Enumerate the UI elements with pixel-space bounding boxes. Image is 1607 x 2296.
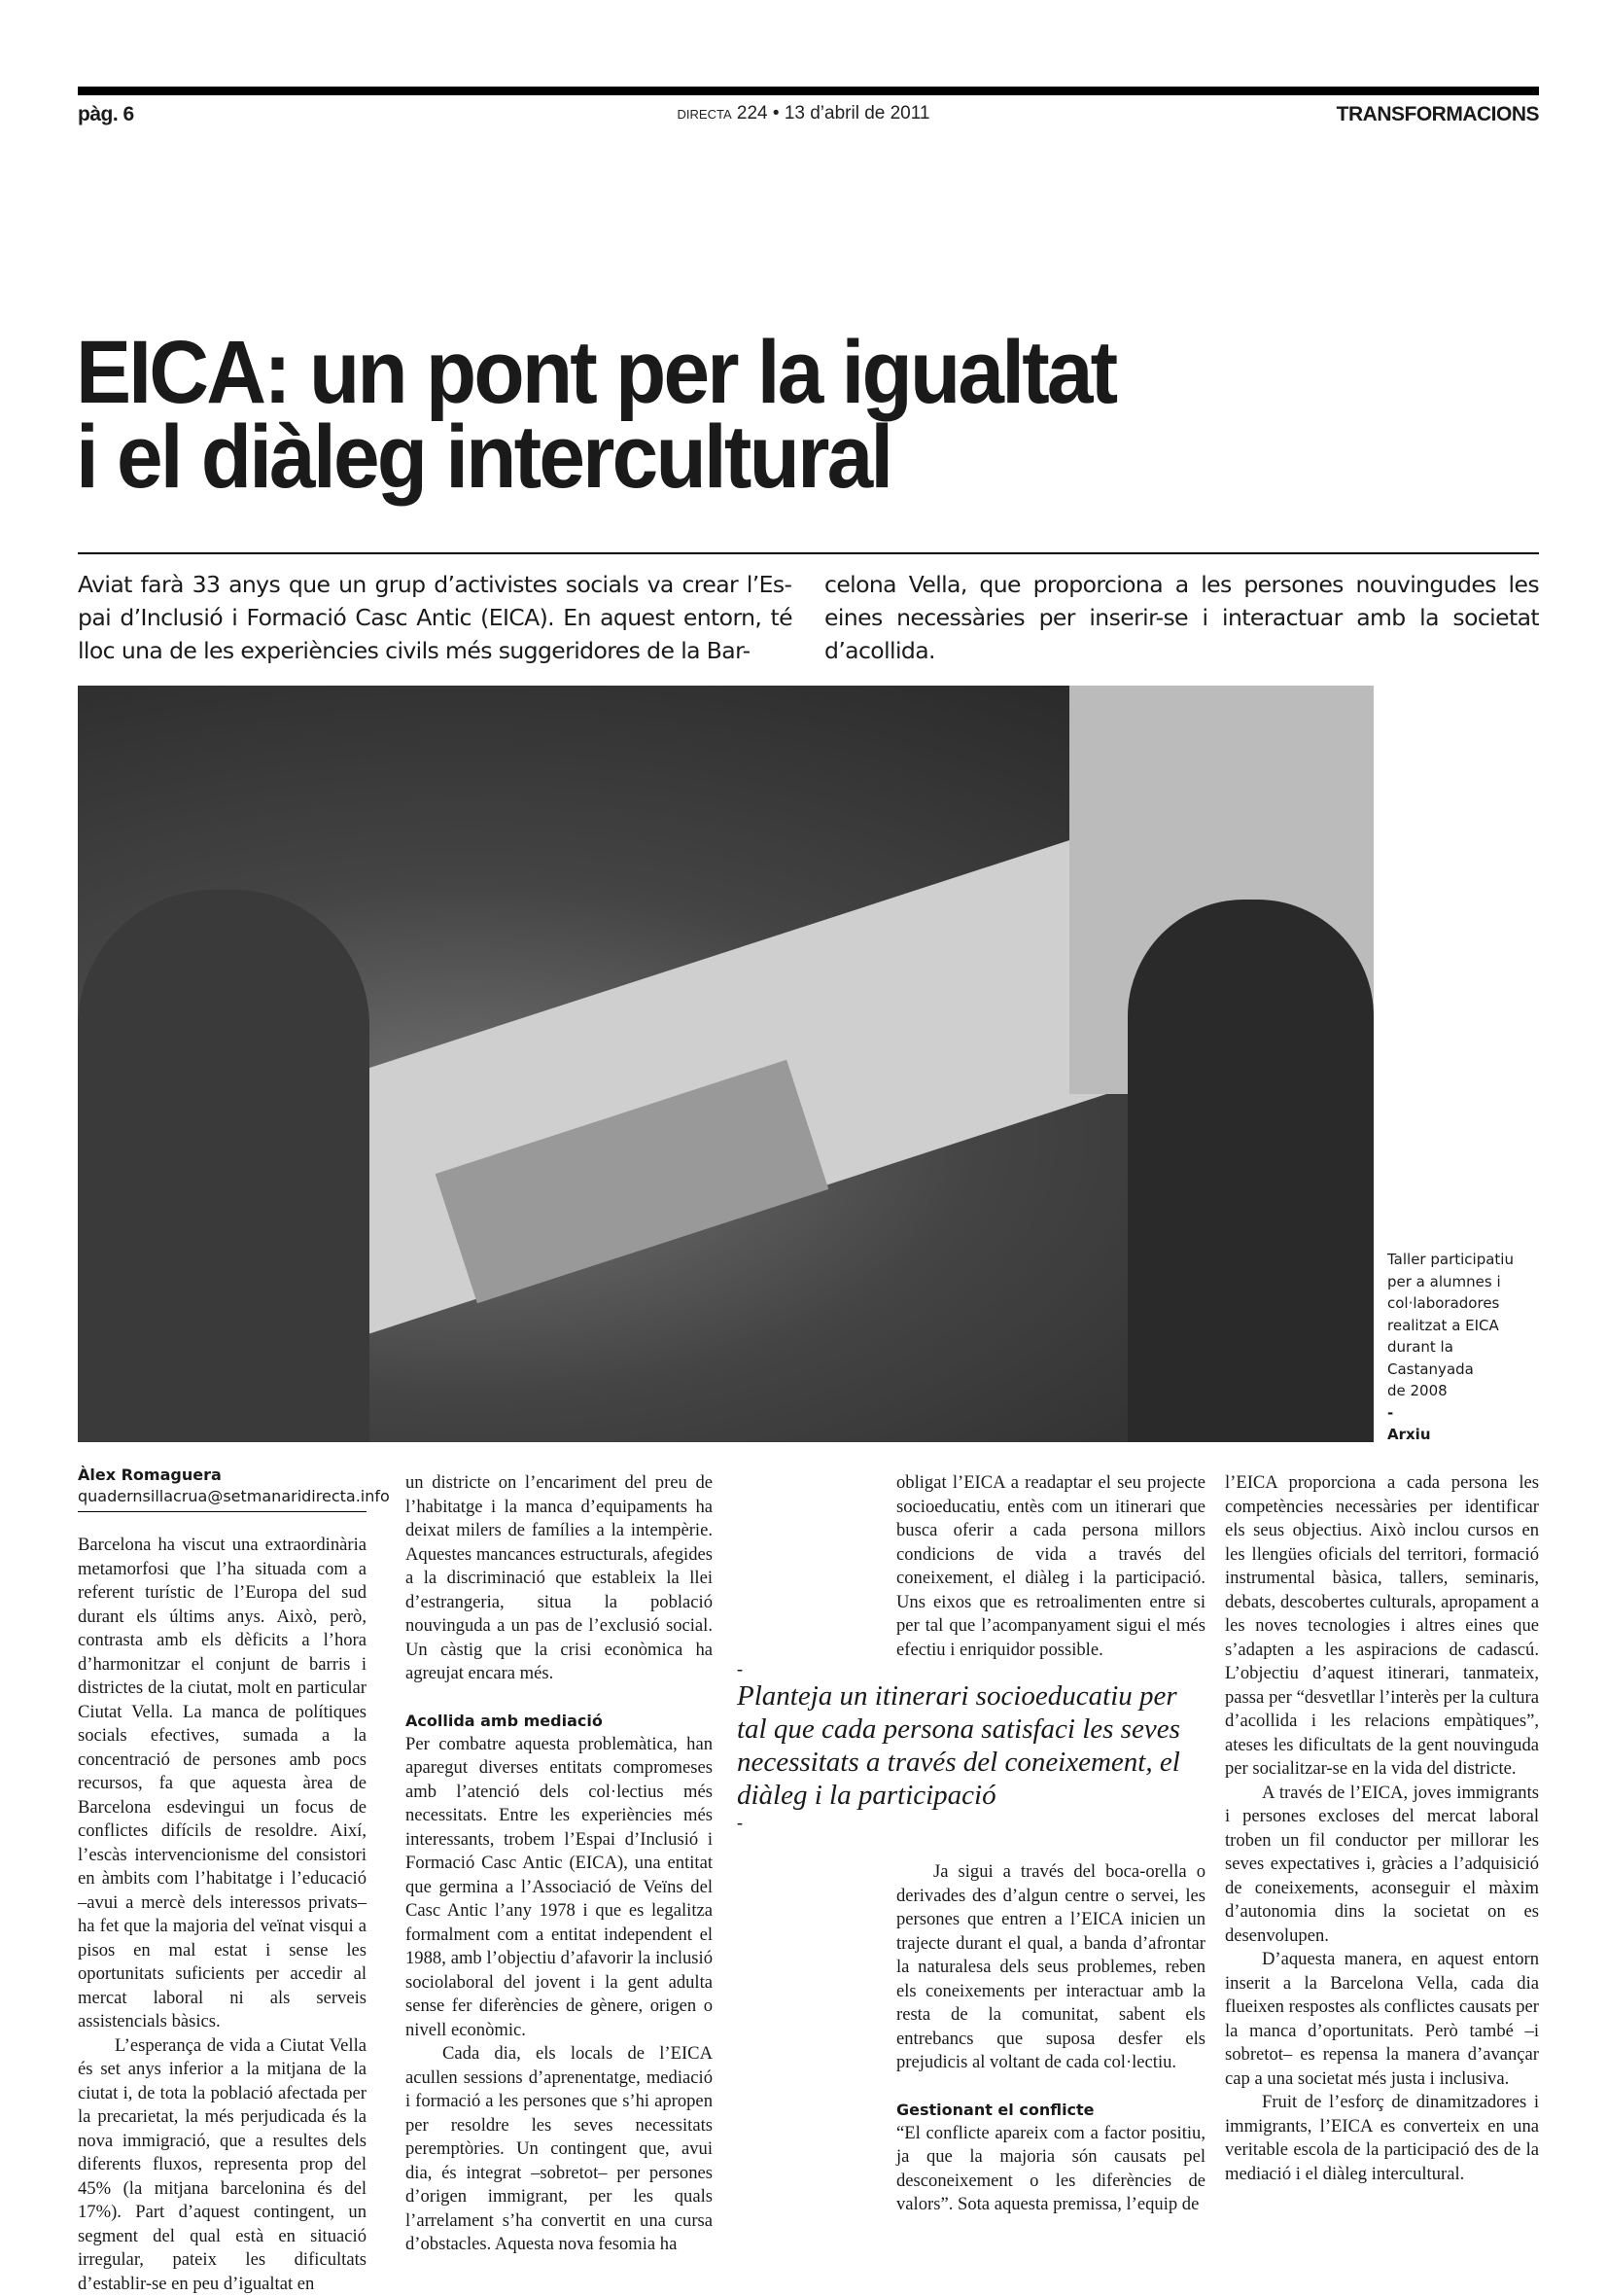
pull-quote-text: Planteja un itinerari socioeducatiu per tal que cada persona satisfaci les seves necessitats a través del coneixement, el diàleg i la participació [737, 1679, 1204, 1812]
caption-line: col·laboradores [1387, 1292, 1548, 1315]
headline-rule [78, 552, 1539, 554]
section-name: TRANSFORMACIONS [1337, 103, 1539, 126]
column-4 [1225, 1471, 1539, 2186]
page-number: pàg. 6 [78, 103, 134, 126]
publication-name: DIRECTA [678, 107, 732, 122]
paragraph: Barcelona ha viscut una extraordinària metamorfosi que l’ha situada com a referent turístic de l’Europa del sud durant els últims anys. Això, però, contrasta amb els dèficits a l’hora d’harmonitzar el conjunt de barris i districtes de la ciutat, molt en particular Ciutat Vella. La manca de polítiques socials efectives, sumada a la concentració de persones amb pocs recursos, fa que aquesta àrea de Barcelona esdevingui un focus de conflictes difícils de resoldre. Així, l’escàs intervencionisme del consistori en àmbits com l’habitatge i l’educació –avui a mercè dels interessos privats– ha fet que la majoria del veïnat visqui a pisos en mal estat i sense les oportunitats suficients per accedir al mercat laboral ni als serveis assistencials bàsics. [78, 1534, 367, 2034]
article-photo [78, 686, 1374, 1442]
paragraph: un districte on l’encariment del preu de l’habitatge i la manca d’equipaments ha deixat milers de famílies a la intempèrie. Aquestes mancances estructurals, afegides a la discriminació que estableix la llei d’estrangeria, situa la població nouvinguda a un pas de l’exclusió social. Un càstig que la crisi econòmica ha agreujat encara més. [405, 1471, 713, 1686]
issue-date: 224 • 13 d’abril de 2011 [737, 103, 930, 124]
caption-line: Castanyada [1387, 1359, 1548, 1381]
paragraph: Per combatre aquesta problemàtica, han aparegut diverses entitats compromeses amb l’atenció dels col·lectius més necessitats. Entre les experiències més interessants, trobem l’Espai d’Inclusió i Formació Casc Antic (EICA), una entitat que germina a l’Associació de Veïns del Casc Antic l’any 1978 i que es legalitza formalment com a entitat independent el 1988, amb l’objectiu d’afavorir la inclusió sociolaboral del jovent i la gent adulta sense fer diferències de gènere, origen o nivell econòmic. [405, 1733, 713, 2043]
paragraph: D’aquesta manera, en aquest entorn inserit a la Barcelona Vella, cada dia flueixen respostes als conflictes causats per la manca d’oportunitats. Però també –i sobretot– es repensa la manera d’avançar cap a una societat més justa i inclusiva. [1225, 1948, 1539, 2091]
photo-credit: Arxiu [1387, 1424, 1548, 1446]
subheading: Acollida amb mediació [405, 1710, 713, 1733]
column-3-top [896, 1471, 1205, 1662]
paragraph: Ja sigui a través del boca-orella o derivades des d’algun centre o servei, les persones que entren a l’EICA inicien un trajecte durant el qual, a banda d’afrontar la naturalesa dels seus problemes, reben els coneixements per interactuar amb la resta de la comunitat, sabent els entrebancs que suposa desfer els prejudicis al voltant de cada col·lectiu. [896, 1860, 1205, 2075]
headline [76, 331, 1432, 500]
subheading: Gestionant el conflicte [896, 2099, 1205, 2122]
paragraph: obligat l’EICA a readaptar el seu projecte socioeducatiu, entès com un itinerari que busca oferir a cada persona millors condicions de vida a través del coneixement, el diàleg i la participació. Uns eixos que es retroalimenten entre si per tal que l’acompanyament sigui el més efectiu i enriquidor possible. [896, 1471, 1205, 1662]
photo-person [1128, 900, 1374, 1442]
author-name: Àlex Romaguera [78, 1465, 367, 1486]
photo-person [78, 890, 369, 1442]
paragraph: Fruit de l’esforç de dinamitzadores i immigrants, l’EICA es converteix en una veritable escola de la participació des de la mediació i el diàleg intercultural. [1225, 2091, 1539, 2186]
caption-line: realitzat a EICA [1387, 1315, 1548, 1337]
caption-line: durant la [1387, 1336, 1548, 1359]
column-1 [78, 1465, 367, 2296]
deck-right: celona Vella, que proporciona a les persones nouvingudes les eines necessàries per inserir-se i interactuar amb la societat d’acollida. [824, 568, 1539, 667]
column-3-bottom [896, 1860, 1205, 2217]
caption-separator: - [1387, 1402, 1548, 1425]
byline [78, 1465, 367, 1512]
paragraph: “El conflicte apareix com a factor positiu, ja que la majoria són causats pel desconeixement o les diferències de valors”. Sota aquesta premissa, l’equip de [896, 2122, 1205, 2217]
caption-line: per a alumnes i [1387, 1271, 1548, 1293]
column-2 [405, 1471, 713, 2257]
deck-left: Aviat farà 33 anys que un grup d’activistes socials va crear l’Espai d’Inclusió i Formació Casc Antic (EICA). En aquest entorn, té lloc una de les experiències civils més suggeridores de la Bar- [78, 568, 792, 667]
caption-line: de 2008 [1387, 1380, 1548, 1402]
paragraph: L’esperança de vida a Ciutat Vella és set anys inferior a la mitjana de la ciutat i, de tota la població afectada per la precarietat, la més perjudicada és la nova immigració, que a resultes dels diferents fluxos, representa prop del 45% (la mitjana barcelonina és del 17%). Part d’aquest contingent, un segment del qual està en situació irregular, pateix les dificultats d’establir-se en peu d’igualtat en [78, 2034, 367, 2296]
pull-quote-dash: - [737, 1812, 1204, 1833]
headline-line-1: EICA: un pont per la igualtat [76, 323, 1115, 422]
author-email[interactable]: quadernsillacrua@setmanaridirecta.info [78, 1487, 390, 1505]
paragraph: Cada dia, els locals de l’EICA acullen sessions d’aprenentatge, mediació i formació a les persones que s’hi apropen per resoldre les seves necessitats peremptòries. Un contingent que, avui dia, és integrat –sobretot– per persones d’origen immigrant, per les quals l’arrelament s’ha convertit en una cursa d’obstacles. Aquesta nova fesomia ha [405, 2042, 713, 2257]
pull-quote-dash: - [737, 1658, 1204, 1679]
photo-caption [1387, 1249, 1548, 1446]
pull-quote [737, 1658, 1204, 1833]
headline-line-2: i el diàleg intercultural [76, 407, 891, 507]
caption-line: Taller participatiu [1387, 1249, 1548, 1271]
top-rule [78, 87, 1539, 95]
paragraph: l’EICA proporciona a cada persona les competències necessàries per identificar els seus objectius. Això inclou cursos en les llengües oficials del territori, formació instrumental bàsica, tallers, seminaris, debats, descobertes culturals, apropament a les noves tecnologies i altres eines que s’adapten a les aspiracions de cadascú. L’objectiu d’aquest itinerari, tanmateix, passa per “desvetllar l’interès per la cultura d’acollida i les relacions empàtiques”, ateses les dificultats de la gent nouvinguda per socialitzar-se en la vida del districte. [1225, 1471, 1539, 1782]
paragraph: A través de l’EICA, joves immigrants i persones excloses del mercat laboral troben un fil conductor per millorar les seves expectatives i, gràcies a l’adquisició de coneixements, aconseguir el màxim d’autonomia dins la societat on es desenvolupen. [1225, 1782, 1539, 1949]
